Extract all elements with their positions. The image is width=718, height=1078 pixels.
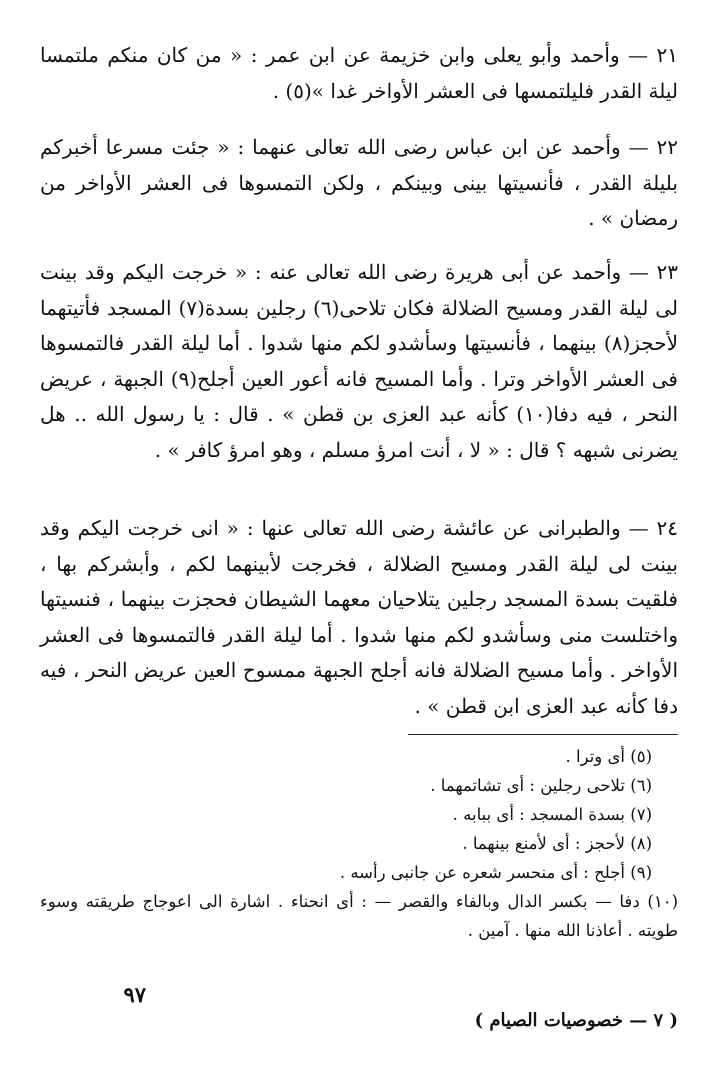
hadith-paragraph-23: ٢٣ — وأحمد عن أبى هريرة رضى الله تعالى عنه : « خرجت اليكم وقد بينت لى ليلة القدر ومسيح الضلالة فكان تلاحى(٦) رجلين بسدة(٧) المسجد فأتيتهما لأحجز(٨) بينهما ، فأنسيتها وسأشدو لكم منها شدوا . أما ليلة القدر فالتمسوها فى العشر الأواخر وترا . وأما المسيح فانه أعور العين أجلح(٩) الجبهة ، عريض النحر ، فيه دفا(١٠) كأنه عبد العزى بن قطن » . قال : يا رسول الله .. هل يضرنى شبهه ؟ قال : « لا ، أنت امرؤ مسلم ، وهو امرؤ كافر » . (40, 260, 679, 462)
page-number: ٩٧ (123, 982, 146, 1007)
hadith-paragraph-21: ٢١ — وأحمد وأبو يعلى وابن خزيمة عن ابن عمر : « من كان منكم ملتمسا ليلة القدر فليلتمسها فى العشر الأواخر غدا »(٥) . (40, 43, 678, 103)
hadith-paragraph-24: ٢٤ — والطبرانى عن عائشة رضى الله تعالى عنها : « انى خرجت اليكم وقد بينت لى ليلة القدر ومسيح الضلالة ، فخرجت لأبينهما لكم ، وأبشركم بها ، فلقيت بسدة المسجد رجلين يتلاحيان معهما الشيطان فحجزت بينهما ، فنسيتها واختلست منى وسأشدو لكم منها شدوا . أما ليلة القدر فالتمسوها فى العشر الأواخر . وأما مسيح الضلالة فانه أجلح الجبهة ممسوح العين عريض النحر ، فيه دفا كأنه عبد العزى ابن قطن » . (40, 516, 678, 718)
footnote-divider (408, 734, 678, 735)
footnote-6: (٦) تلاحى رجلين : أى تشاتمهما . (430, 776, 652, 795)
footnote-5: (٥) أى وترا . (565, 747, 652, 766)
footnote-7: (٧) بسدة المسجد : أى ببابه . (452, 805, 652, 824)
footnote-10: (١٠) دفا — بكسر الدال وبالفاء والقصر — : أى انحناء . اشارة الى اعوجاج طريقته وسوء طويته . أعاذنا الله منها . آمين . (40, 892, 678, 940)
footnotes-list (40, 742, 678, 945)
footnote-8: (٨) لأحجز : أى لأمنع بينهما . (462, 834, 652, 853)
hadith-paragraph-22: ٢٢ — وأحمد عن ابن عباس رضى الله تعالى عنهما : « جئت مسرعا أخبركم بليلة القدر ، فأنسيتها بينى وبينكم ، ولكن التمسوها فى العشر الأواخر من رمضان » . (40, 135, 678, 230)
footnote-9: (٩) أجلح : أى منحسر شعره عن جانبى رأسه . (339, 863, 652, 882)
running-footer: ( ٧ — خصوصيات الصيام ) (474, 1010, 678, 1031)
